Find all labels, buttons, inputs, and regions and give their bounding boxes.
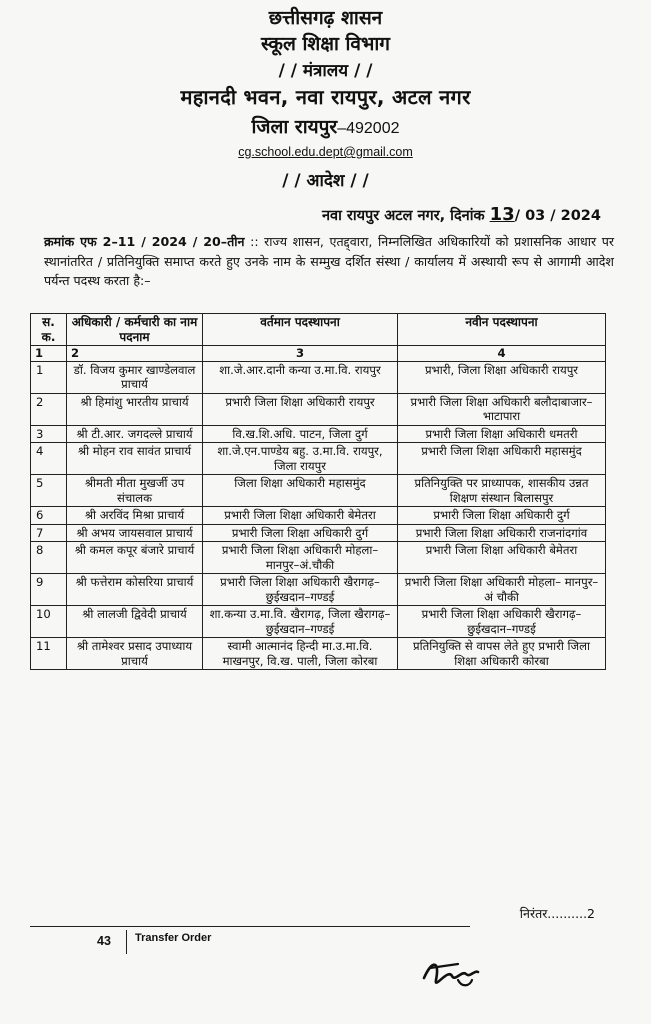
row-current: प्रभारी जिला शिक्षा अधिकारी मोहला– मानपुर–अं.चौकी <box>203 542 398 574</box>
table-body <box>31 361 606 670</box>
table-row <box>31 574 606 606</box>
row-current: जिला शिक्षा अधिकारी महासमुंद <box>203 475 398 507</box>
row-name: श्री अरविंद मिश्रा प्राचार्य <box>67 507 203 525</box>
row-name: श्री मोहन राव सावंत प्राचार्य <box>67 443 203 475</box>
footer-rule <box>30 926 470 927</box>
page-number: 43 <box>97 934 111 948</box>
table-row <box>31 393 606 425</box>
row-new: प्रभारी जिला शिक्षा अधिकारी दुर्ग <box>398 507 606 525</box>
table-row <box>31 542 606 574</box>
row-current: स्वामी आत्मानंद हिन्दी मा.उ.मा.वि. माखनपुर, वि.ख. पाली, जिला कोरबा <box>203 638 398 670</box>
row-current: शा.जे.एन.पाण्डेय बहु. उ.मा.वि. रायपुर, जिला रायपुर <box>203 443 398 475</box>
transfer-table <box>30 313 606 670</box>
header-new: नवीन पदस्थापना <box>398 314 606 346</box>
row-current: प्रभारी जिला शिक्षा अधिकारी दुर्ग <box>203 524 398 542</box>
government-name: छत्तीसगढ़ शासन <box>268 7 383 29</box>
district-line <box>0 113 651 139</box>
row-name: श्री तामेश्वर प्रसाद उपाध्याय प्राचार्य <box>67 638 203 670</box>
row-sn: 8 <box>31 542 67 574</box>
row-sn: 1 <box>31 361 67 393</box>
row-sn: 4 <box>31 443 67 475</box>
table-row <box>31 425 606 443</box>
table-row <box>31 443 606 475</box>
row-sn: 5 <box>31 475 67 507</box>
col-number: 1 <box>31 346 67 362</box>
row-new: प्रभारी जिला शिक्षा अधिकारी बेमेतरा <box>398 542 606 574</box>
table-header-row <box>31 314 606 346</box>
row-current: वि.ख.शि.अधि. पाटन, जिला दुर्ग <box>203 425 398 443</box>
col-number: 4 <box>398 346 606 362</box>
row-name: श्री टी.आर. जगदल्ले प्राचार्य <box>67 425 203 443</box>
order-body <box>44 232 614 291</box>
table-row <box>31 524 606 542</box>
order-text: :: राज्य शासन, एतद्द्वारा, निम्नलिखित अधिकारियों को प्रशासनिक आधार पर स्थानांतरित / प्रतिनियुक्ति समाप्त करते हुए उनके नाम के सम्मुख दर्शित संस्था / कार्यालय में अस्थायी रूप से आगामी आदेश पर्यन्त पदस्थ करता है:– <box>44 234 614 288</box>
row-sn: 9 <box>31 574 67 606</box>
row-new: प्रभारी जिला शिक्षा अधिकारी राजनांदगांव <box>398 524 606 542</box>
table-row <box>31 507 606 525</box>
row-current: प्रभारी जिला शिक्षा अधिकारी बेमेतरा <box>203 507 398 525</box>
footer-label: Transfer Order <box>135 932 212 944</box>
row-sn: 11 <box>31 638 67 670</box>
row-current: शा.कन्या उ.मा.वि. खैरागढ़, जिला खैरागढ़–छुईखदान–गण्डई <box>203 606 398 638</box>
district-label: जिला रायपुर <box>251 116 338 138</box>
row-sn: 10 <box>31 606 67 638</box>
row-name: श्री फत्तेराम कोसरिया प्राचार्य <box>67 574 203 606</box>
reference-number: क्रमांक एफ 2–11 / 2024 / 20–तीन <box>44 234 245 249</box>
row-name: श्रीमती मीता मुखर्जी उप संचालक <box>67 475 203 507</box>
order-title: / / आदेश / / <box>282 171 369 191</box>
footer-separator <box>126 930 127 954</box>
ministry-label: / / मंत्रालय / / <box>278 61 373 81</box>
date-day: 13 <box>489 204 515 225</box>
row-new: प्रभारी जिला शिक्षा अधिकारी खैरागढ़– छुईखदान–गण्डई <box>398 606 606 638</box>
row-current: प्रभारी जिला शिक्षा अधिकारी खैरागढ़– छुईखदान–गण्डई <box>203 574 398 606</box>
pincode: –492002 <box>337 120 400 137</box>
row-new: प्रतिनियुक्ति से वापस लेते हुए प्रभारी जिला शिक्षा अधिकारी कोरबा <box>398 638 606 670</box>
col-number: 3 <box>203 346 398 362</box>
signature-icon <box>418 950 498 1000</box>
table-row <box>31 475 606 507</box>
header-name: अधिकारी / कर्मचारी का नाम पदनाम <box>67 314 203 346</box>
place-date-line <box>322 204 601 225</box>
building-address: महानदी भवन, नवा रायपुर, अटल नगर <box>180 85 471 109</box>
continued-note: निरंतर..........2 <box>519 906 595 921</box>
col-number: 2 <box>67 346 203 362</box>
row-new: प्रतिनियुक्ति पर प्राध्यापक, शासकीय उन्नत शिक्षण संस्थान बिलासपुर <box>398 475 606 507</box>
header-sn: स. क. <box>31 314 67 346</box>
row-name: श्री लालजी द्विवेदी प्राचार्य <box>67 606 203 638</box>
row-name: श्री हिमांशु भारतीय प्राचार्य <box>67 393 203 425</box>
header-current: वर्तमान पदस्थापना <box>203 314 398 346</box>
row-new: प्रभारी जिला शिक्षा अधिकारी महासमुंद <box>398 443 606 475</box>
email-address: cg.school.edu.dept@gmail.com <box>238 145 413 159</box>
column-number-row <box>31 346 606 362</box>
row-name: श्री अभय जायसवाल प्राचार्य <box>67 524 203 542</box>
row-sn: 2 <box>31 393 67 425</box>
row-current: प्रभारी जिला शिक्षा अधिकारी रायपुर <box>203 393 398 425</box>
row-sn: 7 <box>31 524 67 542</box>
row-new: प्रभारी जिला शिक्षा अधिकारी धमतरी <box>398 425 606 443</box>
row-new: प्रभारी, जिला शिक्षा अधिकारी रायपुर <box>398 361 606 393</box>
row-name: श्री कमल कपूर बंजारे प्राचार्य <box>67 542 203 574</box>
row-name: डॉ. विजय कुमार खाण्डेलवाल प्राचार्य <box>67 361 203 393</box>
row-new: प्रभारी जिला शिक्षा अधिकारी बलौदाबाजार–भाटापारा <box>398 393 606 425</box>
place-date-prefix: नवा रायपुर अटल नगर, दिनांक <box>322 208 485 224</box>
date-rest: / 03 / 2024 <box>514 208 601 224</box>
row-new: प्रभारी जिला शिक्षा अधिकारी मोहला– मानपुर–अं चौकी <box>398 574 606 606</box>
table-row <box>31 361 606 393</box>
row-sn: 6 <box>31 507 67 525</box>
row-current: शा.जे.आर.दानी कन्या उ.मा.वि. रायपुर <box>203 361 398 393</box>
table-row <box>31 638 606 670</box>
table-row <box>31 606 606 638</box>
row-sn: 3 <box>31 425 67 443</box>
department-name: स्कूल शिक्षा विभाग <box>261 33 390 55</box>
